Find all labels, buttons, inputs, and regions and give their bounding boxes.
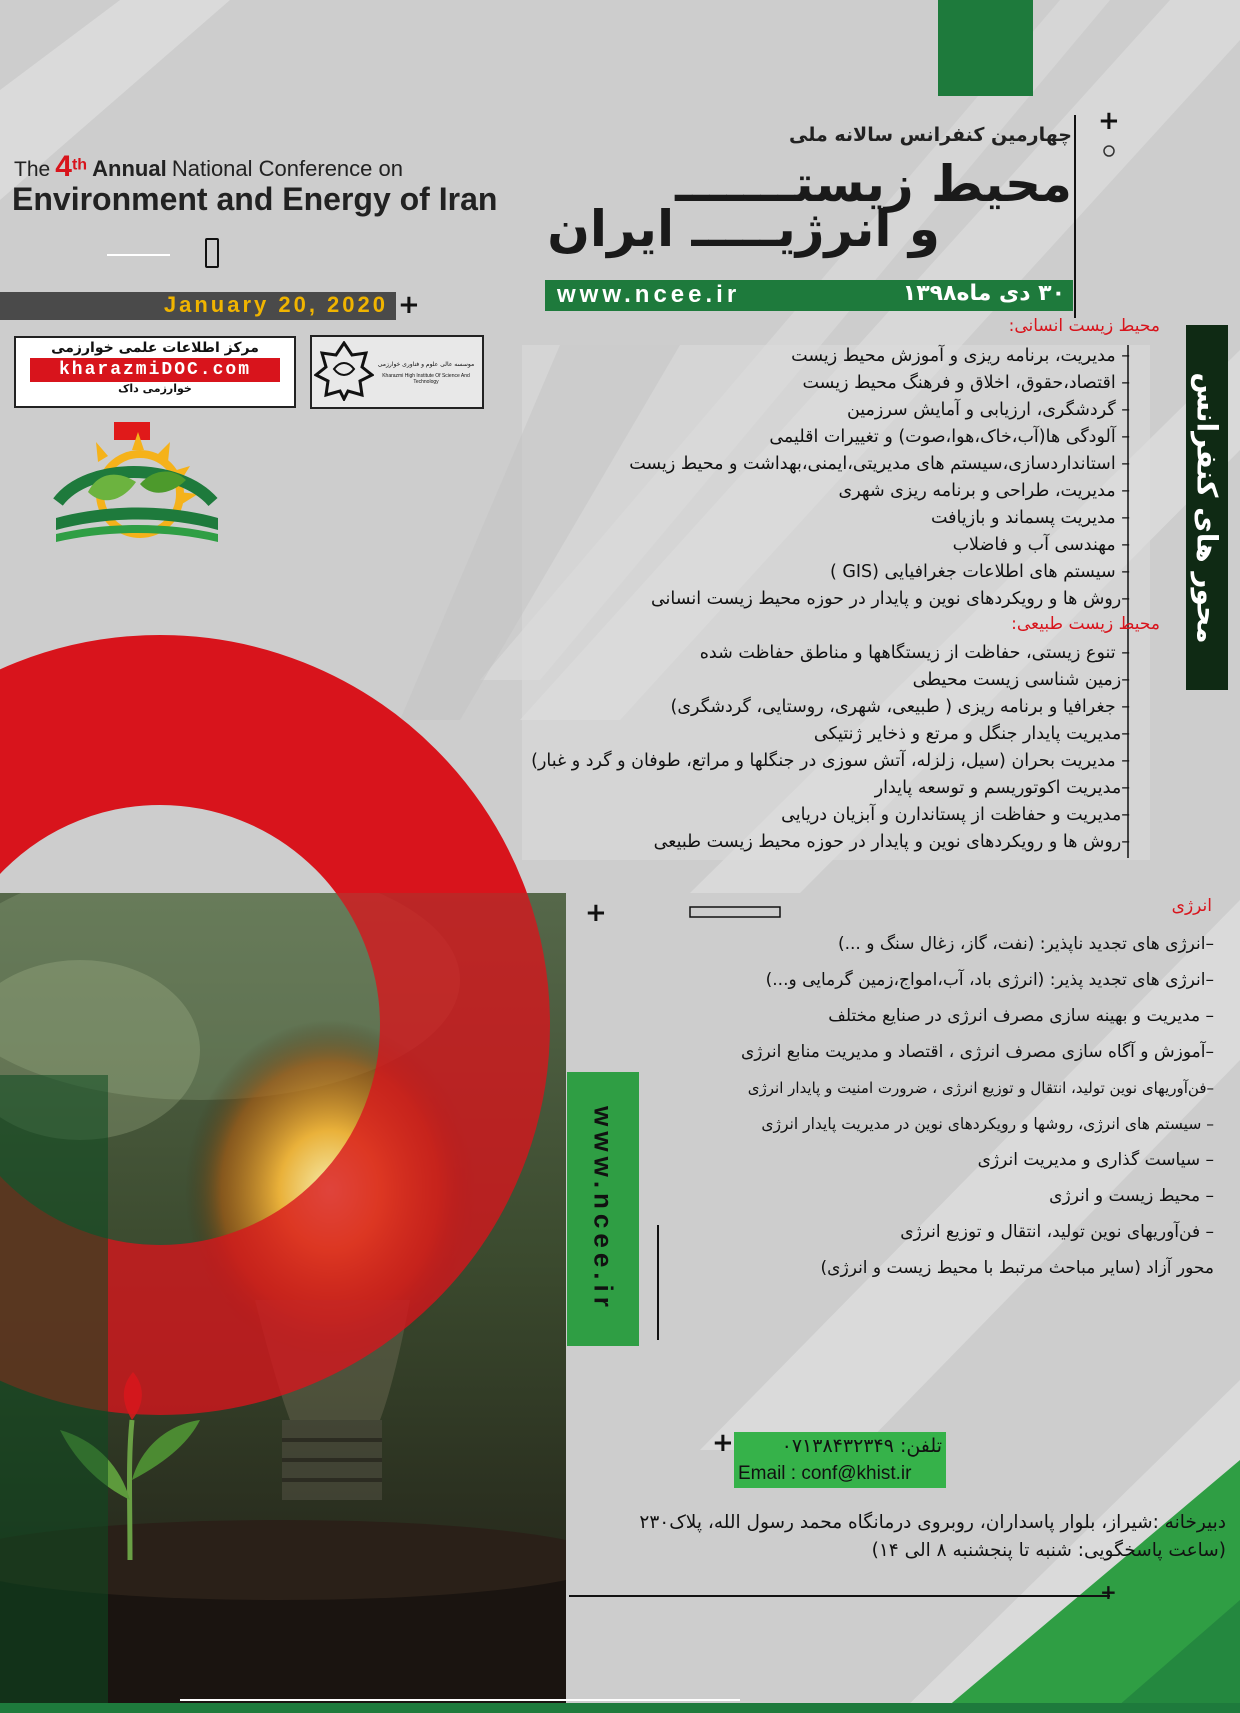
- title-the: The: [14, 158, 51, 181]
- list-item: – جغرافیا و برنامه ریزی ( طبیعی، شهری، روستایی، گردشگری): [670, 697, 1130, 717]
- plus-icon: +: [1098, 106, 1120, 136]
- list-item: –انرژی های تجدید پذیر: (انرژی باد، آب،امواج،زمین گرمایی و...): [765, 970, 1214, 990]
- list-item: –مدیریت اکوتوریسم و توسعه پایدار: [874, 778, 1130, 798]
- contact-hours: (ساعت پاسخگویی: شنبه تا پنجشنبه ۸ الی ۱۴): [871, 1540, 1226, 1561]
- list-item: –انرژی های تجدید ناپذیر: (نفت، گاز، زغال سنگ و ...): [837, 934, 1214, 954]
- institute-emblem-icon: [314, 341, 374, 401]
- list-item: – گردشگری، ارزیابی و آمایش سرزمین: [846, 400, 1130, 420]
- kharazmi-top-text: مرکز اطلاعات علمی خوارزمی: [51, 340, 259, 356]
- energy-heading: انرژی: [1171, 896, 1212, 916]
- list-item: – تنوع زیستی، حفاظت از زیستگاهها و مناطق حفاظت شده: [699, 643, 1130, 663]
- english-title-line1: [14, 150, 534, 184]
- natural-env-heading: محیط زیست طبیعی:: [1011, 614, 1160, 634]
- list-item: – مهندسی آب و فاضلاب: [952, 535, 1130, 555]
- list-item: – سیستم های انرژی، روشها و رویکردهای نوین در مدیریت پایدار انرژی: [761, 1115, 1214, 1133]
- website-date-bar: [545, 280, 1073, 311]
- list-item: – سیستم های اطلاعات جغرافیایی (GIS ): [829, 562, 1130, 582]
- topics-label: محور های کنفرانس: [1190, 371, 1224, 644]
- human-env-heading: محیط زیست انسانی:: [1008, 316, 1160, 336]
- list-item: –مدیریت و حفاظت از پستاندارن و آبزیان دریایی: [781, 805, 1130, 825]
- list-item: – مدیریت پسماند و بازیافت: [931, 508, 1130, 528]
- persian-title-line1: محیط زیستـــــــ: [675, 155, 1072, 213]
- natural-env-list: [400, 640, 1130, 856]
- list-item: –مدیریت پایدار جنگل و مرتع و ذخایر ژنتیکی: [813, 724, 1130, 744]
- english-date-bar: [0, 292, 396, 320]
- list-item: – مدیریت بحران (سیل، زلزله، آتش سوزی در جنگلها و مراتع، طوفان و گرد و غبار): [531, 751, 1130, 771]
- plus-icon: +: [1100, 1580, 1117, 1604]
- list-item: – فن‌آوریهای نوین تولید، انتقال و توزیع انرژی: [900, 1222, 1214, 1242]
- list-item: – آلودگی ها(آب،خاک،هوا،صوت) و تغییرات اقلیمی: [769, 427, 1130, 447]
- vertical-website-text: www.ncee.ir: [588, 1106, 619, 1312]
- energy-list: [640, 926, 1214, 1286]
- list-item: – مدیریت، طراحی و برنامه ریزی شهری: [838, 481, 1130, 501]
- kharazmi-domain: kharazmiDOC.com: [30, 358, 280, 382]
- list-item: –آموزش و آگاه سازی مصرف انرژی ، اقتصاد و مدیریت منابع انرژی: [740, 1042, 1214, 1062]
- english-title-line2: Environment and Energy of Iran: [12, 181, 498, 217]
- list-item: –فن‌آوریهای نوین تولید، انتقال و توزیع انرژی ، ضرورت امنیت و پایدار انرژی: [747, 1079, 1214, 1097]
- title-number: 4: [55, 150, 72, 183]
- list-item: – محیط زیست و انرژی: [1049, 1186, 1214, 1206]
- list-item: – سیاست گذاری و مدیریت انرژی: [977, 1150, 1214, 1170]
- header-website[interactable]: www.ncee.ir: [557, 281, 741, 308]
- contact-email[interactable]: Email : conf@khist.ir: [734, 1460, 946, 1488]
- conference-logo-icon: [48, 422, 228, 562]
- institute-name-en: Kharazmi High Institute Of Science And Technology: [382, 373, 470, 385]
- institute-name-fa: موسسه عالی علوم و فناوری خوارزمی: [377, 361, 475, 368]
- human-env-list: [470, 343, 1130, 613]
- list-item: –روش ها و رویکردهای نوین و پایدار در حوزه محیط زیست انسانی: [650, 589, 1130, 609]
- list-item: – استانداردسازی،سیستم های مدیریتی،ایمنی،بهداشت و محیط زیست: [629, 454, 1130, 474]
- title-annual: Annual: [92, 156, 167, 181]
- title-rest: National Conference on: [171, 156, 403, 181]
- institute-logo[interactable]: [310, 335, 484, 409]
- plus-icon: +: [398, 290, 420, 320]
- list-item: –روش ها و رویکردهای نوین و پایدار در حوزه محیط زیست طبیعی: [653, 832, 1130, 852]
- kharazmi-doc-logo[interactable]: [14, 336, 296, 408]
- plus-icon: +: [585, 898, 607, 928]
- list-item: – مدیریت، برنامه ریزی و آموزش محیط زیست: [791, 346, 1130, 366]
- list-item: – اقتصاد،حقوق، اخلاق و فرهنگ محیط زیست: [802, 373, 1130, 393]
- conference-logo: [48, 422, 228, 562]
- header-date-english: January 20, 2020: [163, 292, 388, 317]
- list-item: محور آزاد (سایر مباحث مرتبط با محیط زیست و انرژی): [820, 1258, 1214, 1278]
- header-date-persian: ۳۰ دی ماه۱۳۹۸: [902, 281, 1065, 306]
- vertical-website[interactable]: [567, 1072, 639, 1346]
- persian-subtitle: چهارمین کنفرانس سالانه ملی: [789, 124, 1072, 146]
- phone-icon: [205, 238, 219, 268]
- plus-icon: +: [712, 1428, 734, 1458]
- title-sup: th: [71, 156, 88, 174]
- persian-title-line2: و انرژیـــــ ایران: [547, 200, 940, 258]
- contact-phone[interactable]: تلفن: ۰۷۱۳۸۴۳۲۳۴۹: [734, 1432, 946, 1460]
- kharazmi-bottom-text: خوارزمی داک: [118, 382, 192, 395]
- contact-address: دبیرخانه :شیراز، بلوار پاسداران، روبروی درمانگاه محمد رسول الله، پلاک۲۳۰: [639, 1512, 1226, 1533]
- list-item: –زمین شناسی زیست محیطی: [912, 670, 1130, 690]
- list-item: – مدیریت و بهینه سازی مصرف انرژی در صنایع مختلف: [828, 1006, 1214, 1026]
- topics-sidebar: [1186, 325, 1228, 690]
